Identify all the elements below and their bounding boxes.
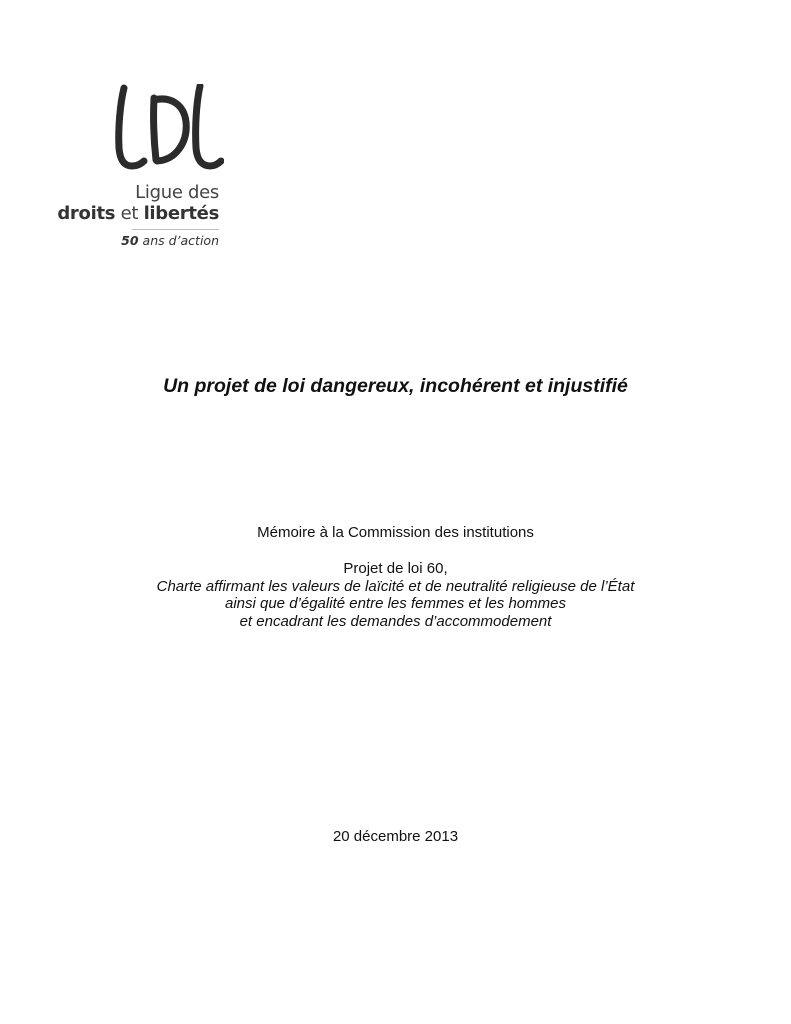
logo-tagline	[121, 233, 219, 248]
logo-word-libertes: libertés	[143, 203, 219, 224]
logo-divider	[132, 229, 219, 230]
bill-name-line1: Charte affirmant les valeurs de laïcité et de neutralité religieuse de l’État	[156, 577, 635, 595]
document-date: 20 décembre 2013	[332, 828, 459, 845]
logo-tagline-number: 50	[121, 233, 139, 248]
bill-name-line3: et encadrant les demandes d’accommodement	[239, 612, 552, 630]
bill-number: Projet de loi 60,	[343, 560, 448, 577]
bill-name-line2: ainsi que d’égalité entre les femmes et les hommes	[224, 595, 566, 612]
bill-reference	[0, 560, 791, 630]
ldl-logo	[57, 78, 230, 253]
ldl-logo-mark	[110, 84, 224, 170]
logo-org-name-line2	[57, 203, 219, 224]
logo-tagline-text: ans d’action	[142, 233, 219, 248]
logo-word-droits: droits	[57, 203, 116, 224]
logo-org-name-line1: Ligue des	[135, 182, 219, 203]
document-subtitle: Mémoire à la Commission des institutions	[257, 524, 534, 541]
document-title: Un projet de loi dangereux, incohérent et injustifié	[163, 375, 628, 397]
logo-word-et: et	[120, 203, 139, 224]
